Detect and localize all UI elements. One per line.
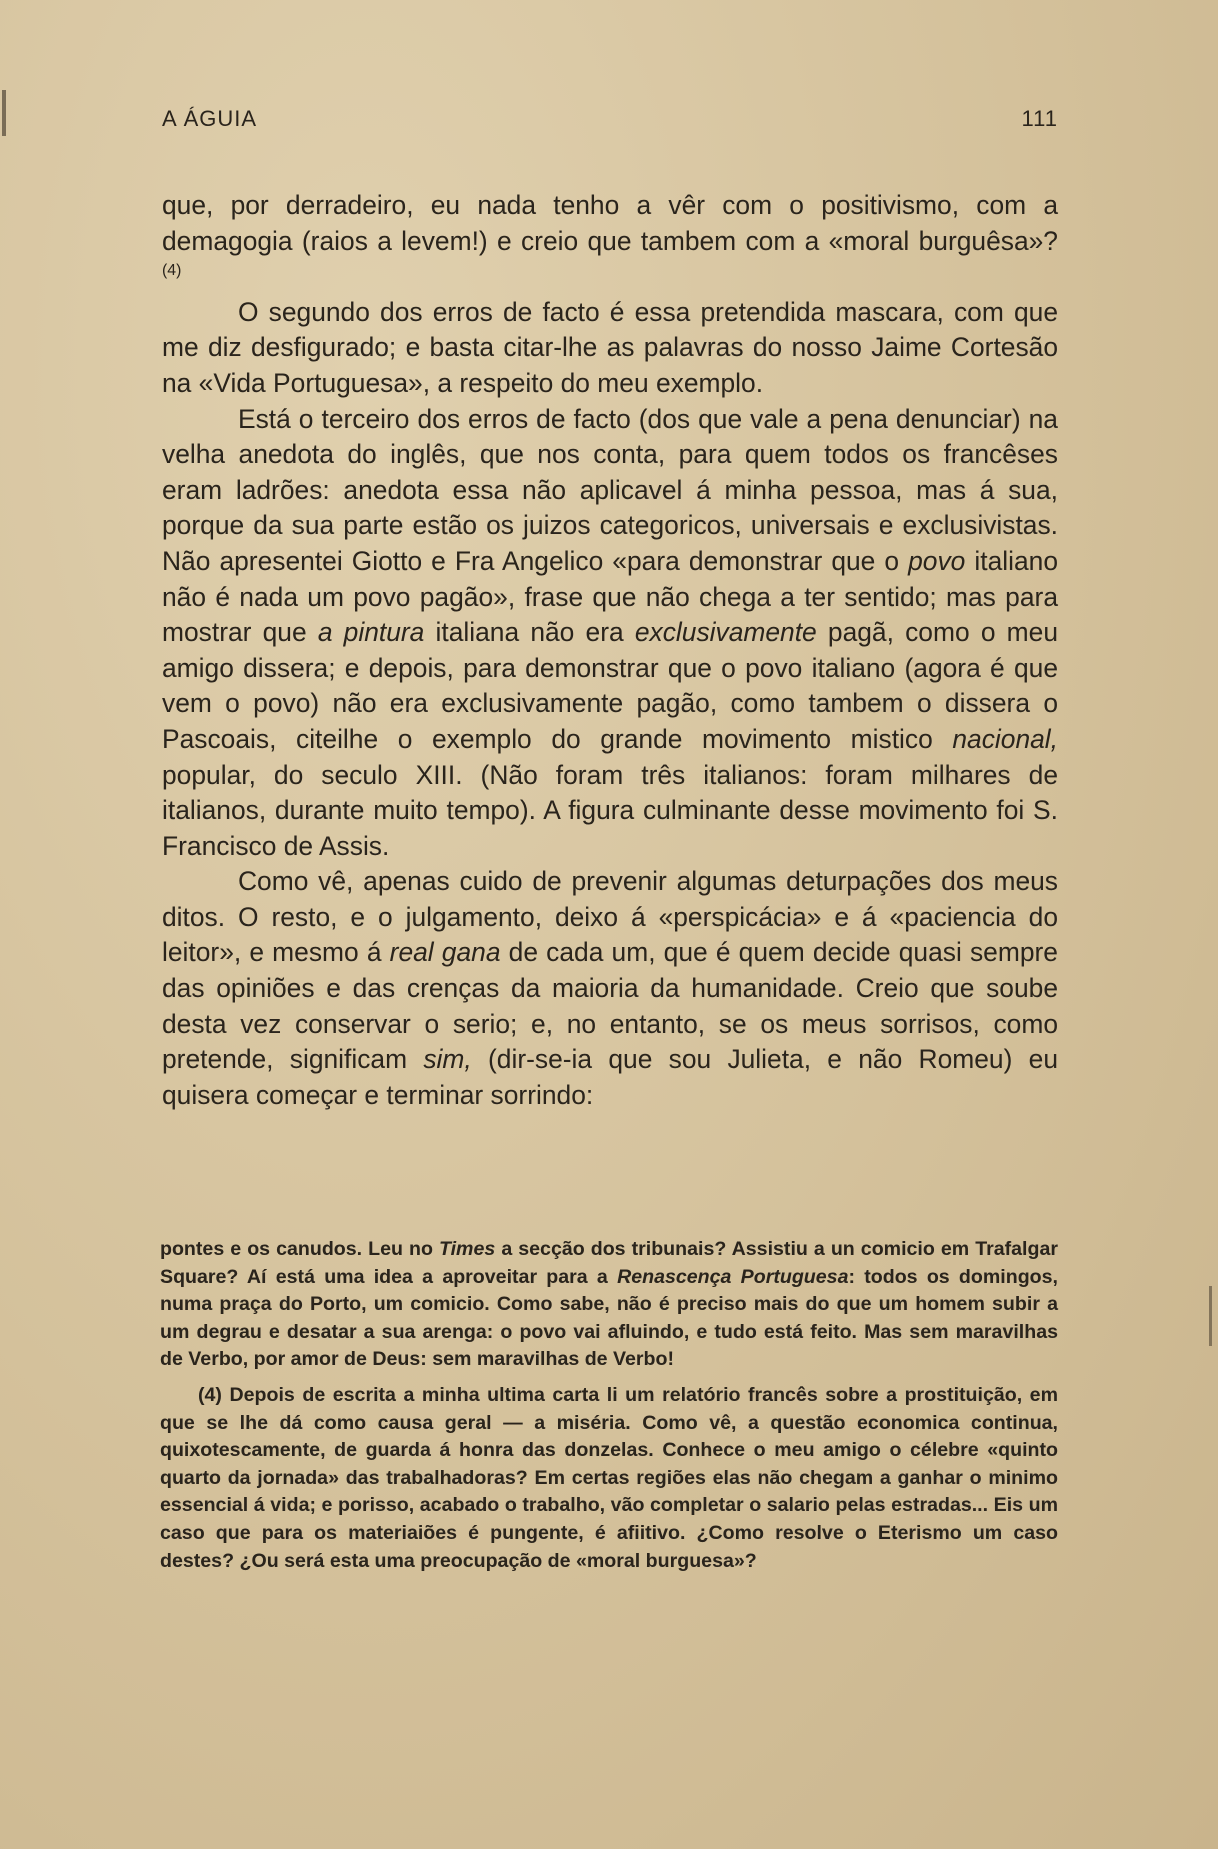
p3-italic-exclusivamente: exclusivamente — [634, 617, 817, 648]
page-edge-mark-right — [1209, 1286, 1212, 1346]
p3-part: Está o terceiro dos erros de facto (dos que vale a pena denunciar) na velha anedota do inglês, que nos conta, para quem todos os francêses eram ladrões: anedota essa não aplicavel á minha pessoa, mas á sua, porque da sua parte estão os juizos categoricos, universais e exclusivistas. Não apresentei Giotto e Fra Angelico «para demonstrar que o — [162, 403, 1058, 576]
footnotes — [160, 1236, 1058, 1575]
page-number: 111 — [1021, 106, 1058, 131]
p3-part: popular, do seculo XIII. (Não foram três italianos: foram milhares de italianos, durante muito tempo). A figura culminante desse movimento foi S. Francisco de Assis. — [162, 759, 1058, 861]
p3-part: italiana não era — [424, 617, 635, 648]
footnote-4-marker: (4) — [198, 1383, 222, 1406]
fn-italic-renascenca: Renascença Portuguesa — [617, 1265, 849, 1288]
p4-part: de cada um, que é quem decide quasi sempre das opiniões e das crenças da maioria da humanidade. Creio que soube desta vez conservar o serio; e, no entanto, se os meus sorrisos, como pretende, significam — [162, 937, 1058, 1075]
p3-italic-a-pintura: a pintura — [317, 617, 425, 648]
p4-italic-real-gana: real gana — [389, 937, 501, 968]
p4-part: Como vê, apenas cuido de prevenir algumas deturpações dos meus ditos. O resto, e o julgamento, deixo á «perspicácia» e á «paciencia do leitor», e mesmo á — [162, 866, 1058, 968]
p3-part: pagã, como o meu amigo dissera; e depois, para demonstrar que o povo italiano (agora é que vem o povo) não era exclusivamente pagão, como tambem o dissera o Pascoais, citeilhe o exemplo do grande movimento mistico — [162, 617, 1058, 754]
footnote-continuation — [160, 1236, 1058, 1374]
fn-part: a secção dos tribunais? Assistiu a un comicio em Trafalgar Square? Aí está uma idea a aproveitar para a — [160, 1238, 1058, 1288]
paragraph-2: O segundo dos erros de facto é essa pretendida mascara, com que me diz desfigurado; e basta citar-lhe as palavras do nosso Jaime Cortesão na «Vida Portuguesa», a respeito do meu exemplo. — [162, 296, 1058, 398]
paragraph-4 — [162, 864, 1058, 1113]
footnote-4-text: Depois de escrita a minha ultima carta li um relatório francês sobre a prostituição, em que se lhe dá como causa geral — a miséria. Como vê, a questão economica continua, quixotescamente, de guarda á honra das donzelas. Conhece o meu amigo o célebre «quinto quarto da jornada» das trabalhadoras? Em certas regiões elas não chegam a ganhar o minimo essencial á vida; e porisso, acabado o trabalho, vão completar o salario pelas estradas... Eis um caso que para os materiaiões é pungente, é afiitivo. ¿Como resolve o Eterismo um caso destes? ¿Ou será esta uma preocupação de «moral burguesa»? — [160, 1383, 1059, 1572]
fn-italic-times: Times — [439, 1238, 496, 1260]
paragraph-1-text: que, por derradeiro, eu nada tenho a vêr com o positivismo, com a demagogia (raios a levem!) e creio que tambem com a «moral burguêsa»? — [162, 190, 1058, 256]
paragraph-3 — [162, 402, 1058, 865]
p4-part: (dir-se-ia que sou Julieta, e não Romeu) eu quisera começar e terminar sorrindo: — [162, 1044, 1058, 1110]
main-text — [162, 188, 1058, 1113]
running-header — [162, 106, 1058, 142]
journal-title: A ÁGUIA — [162, 106, 258, 131]
footnote-ref-4: (4) — [162, 262, 182, 280]
page-edge-mark — [2, 90, 6, 136]
fn-part: : todos os domingos, numa praça do Porto, um comicio. Como sabe, não é preciso mais do que um homem subir a um degrau e desatar a sua arenga: o povo vai afluindo, e tudo está feito. Mas sem maravilhas de Verbo, por amor de Deus: sem maravilhas de Verbo! — [160, 1265, 1058, 1371]
footnote-4 — [160, 1382, 1058, 1575]
p3-italic-nacional: nacional, — [952, 723, 1058, 754]
p4-italic-sim: sim, — [423, 1044, 472, 1075]
p3-part: italiano não é nada um povo pagão», frase que não chega a ter sentido; mas para mostrar que — [162, 545, 1059, 648]
p3-italic-povo: povo — [908, 545, 966, 576]
paragraph-1 — [162, 188, 1058, 295]
fn-part: pontes e os canudos. Leu no — [160, 1238, 439, 1260]
